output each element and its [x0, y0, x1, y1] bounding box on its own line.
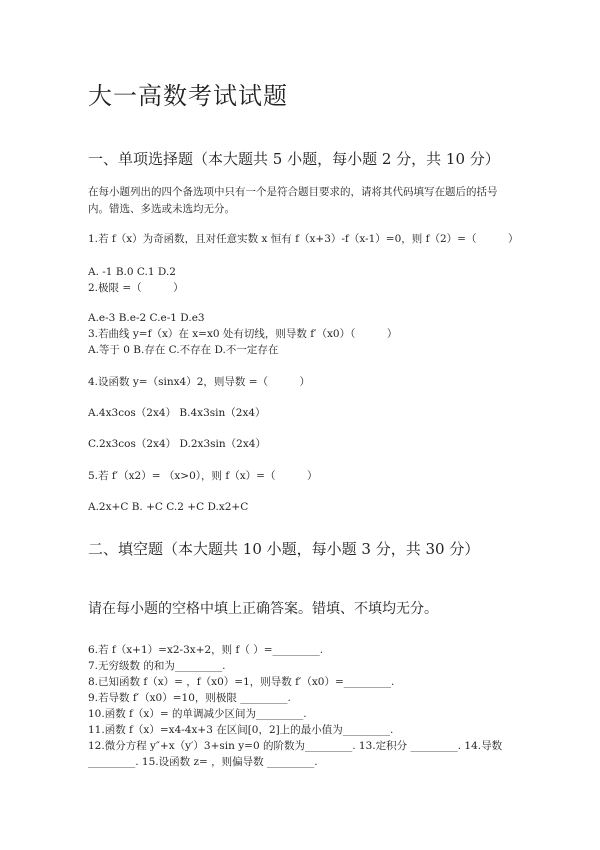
question-4-options-ab: A.4x3cos（2x4） B.4x3sin（2x4）: [88, 407, 266, 419]
question-1-options: A. -1 B.0 C.1 D.2: [88, 266, 176, 278]
questions-12-15-line1: 12.微分方程 y″+x（y′）3+sin y=0 的阶数为_________. 13.定积分 _________. 14.导数: [88, 740, 503, 752]
section-1-heading: 一、单项选择题（本大题共 5 小题，每小题 2 分，共 10 分）: [88, 150, 500, 168]
section-1-instructions-line2: 内。错选、多选或未选均无分。: [88, 203, 235, 215]
question-3: 3.若曲线 y=f（x）在 x=x0 处有切线，则导数 f′（x0）（ ）: [88, 328, 398, 340]
questions-12-15-line2: _________. 15.设函数 z= ，则偏导数 _________.: [88, 756, 318, 768]
section-1-instructions-line1: 在每小题列出的四个备选项中只有一个是符合题目要求的，请将其代码填写在题后的括号: [88, 186, 498, 198]
question-5: 5.若 f′（x2）= （x>0），则 f（x）=（ ）: [88, 470, 318, 482]
question-2: 2.极限 =（ ）: [88, 282, 184, 294]
question-2-options: A.e-3 B.e-2 C.e-1 D.e3: [88, 312, 205, 324]
question-11: 11.函数 f（x）=x4-4x+3 在区间[0，2]上的最小值为_________.: [88, 724, 394, 736]
question-4: 4.设函数 y=（sinx4）2，则导数 =（ ）: [88, 376, 311, 388]
question-5-options: A.2x+C B. +C C.2 +C D.x2+C: [88, 501, 249, 513]
question-4-options-cd: C.2x3cos（2x4） D.2x3sin（2x4）: [88, 438, 266, 450]
question-1: 1.若 f（x）为奇函数，且对任意实数 x 恒有 f（x+3）-f（x-1）=0，则 f（2）=（ ）: [88, 233, 519, 245]
question-7: 7.无穷级数 的和为_________.: [88, 660, 226, 672]
document-title: 大一高数考试试题: [88, 82, 288, 110]
question-9: 9.若导数 f′（x0）=10，则极限 _________.: [88, 692, 291, 704]
question-6: 6.若 f（x+1）=x2-3x+2，则 f（ ）=_________.: [88, 644, 324, 656]
section-2-instructions: 请在每小题的空格中填上正确答案。错填、不填均无分。: [88, 601, 438, 617]
section-2-heading: 二、填空题（本大题共 10 小题，每小题 3 分，共 30 分）: [88, 540, 480, 558]
question-3-options: A.等于 0 B.存在 C.不存在 D.不一定存在: [88, 344, 279, 356]
question-8: 8.已知函数 f（x）= ，f（x0）=1，则导数 f′（x0）=_________.: [88, 676, 395, 688]
question-10: 10.函数 f（x）= 的单调减少区间为_________.: [88, 708, 307, 720]
